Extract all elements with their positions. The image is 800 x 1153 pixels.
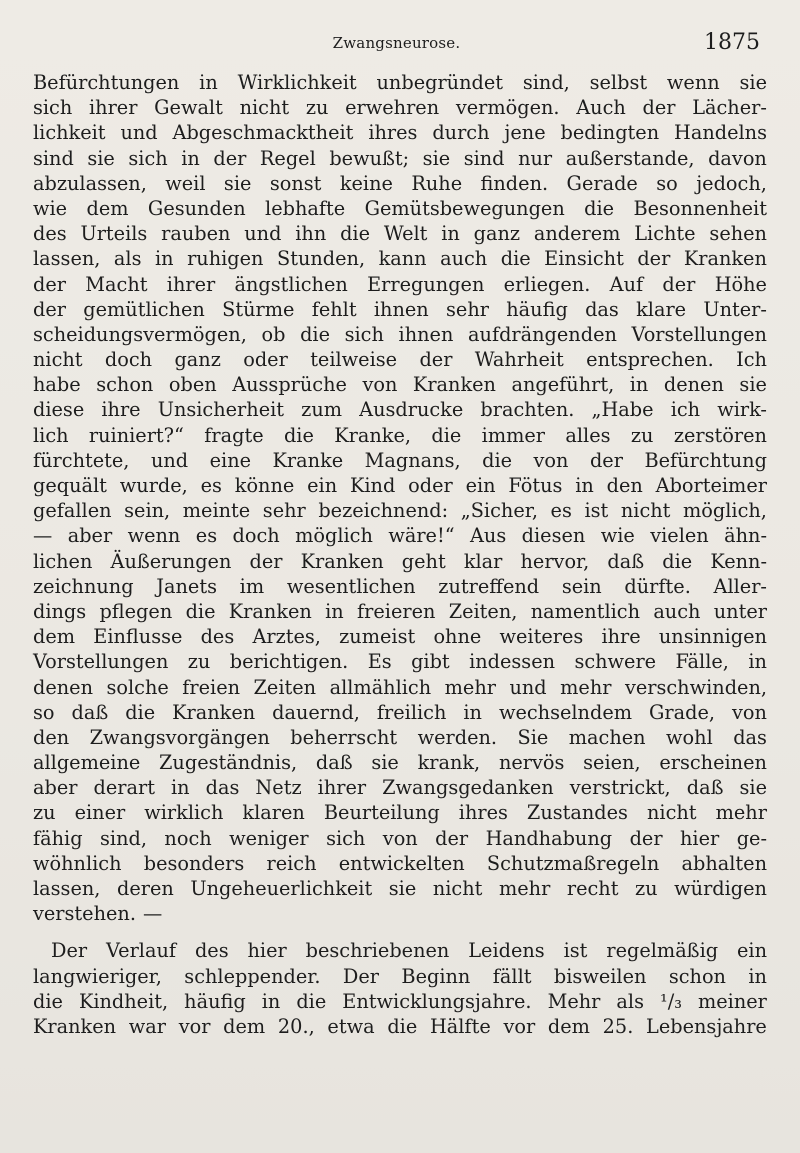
- text-line: lassen, deren Ungeheuerlichkeit sie nicht mehr recht zu würdigen: [33, 877, 767, 900]
- text-line: lichen Äußerungen der Kranken geht klar hervor, daß die Kenn-: [33, 549, 767, 573]
- text-line: Kranken war vor dem 20., etwa die Hälfte vor dem 25. Lebensjahre: [33, 1014, 767, 1038]
- body-text: [33, 70, 767, 1039]
- text-line: langwieriger, schleppender. Der Beginn fällt bisweilen schon in: [33, 964, 767, 988]
- text-line: der Macht ihrer ängstlichen Erregungen erliegen. Auf der Höhe: [33, 272, 767, 296]
- text-line: verstehen. —: [33, 902, 163, 926]
- text-line: zu einer wirklich klaren Beurteilung ihres Zustandes nicht mehr: [33, 801, 767, 825]
- text-line: dings pflegen die Kranken in freieren Zeiten, namentlich auch unter: [33, 599, 767, 623]
- text-line: Befürchtungen in Wirklichkeit unbegründet sind, selbst wenn sie: [33, 71, 767, 94]
- text-line: sind sie sich in der Regel bewußt; sie sind nur außerstande, davon: [33, 146, 767, 170]
- text-line: scheidungsvermögen, ob die sich ihnen aufdrängenden Vorstellungen: [33, 322, 767, 346]
- text-line: aber derart in das Netz ihrer Zwangsgedanken verstrickt, daß sie: [33, 776, 767, 800]
- text-line: die Kindheit, häufig in die Entwicklungsjahre. Mehr als ¹/₃ meiner: [33, 989, 767, 1013]
- text-line: zeichnung Janets im wesentlichen zutreffend sein dürfte. Aller-: [33, 574, 767, 598]
- running-header: [33, 28, 760, 62]
- text-line: diese ihre Unsicherheit zum Ausdrucke brachten. „Habe ich wirk-: [33, 398, 767, 422]
- text-line: lich ruiniert?“ fragte die Kranke, die immer alles zu zerstören: [33, 423, 767, 447]
- page-number: 1875: [704, 30, 760, 55]
- text-line: gefallen sein, meinte sehr bezeichnend: „Sicher, es ist nicht möglich,: [33, 499, 767, 523]
- running-title: Zwangsneurose.: [332, 34, 461, 52]
- text-line: lichkeit und Abgeschmacktheit ihres durch jene bedingten Handelns: [33, 121, 767, 145]
- text-line: des Urteils rauben und ihn die Welt in ganz anderem Lichte sehen: [33, 222, 767, 246]
- text-line: sich ihrer Gewalt nicht zu erwehren vermögen. Auch der Lächer-: [33, 96, 767, 120]
- paragraph: [33, 70, 767, 926]
- paragraph: [33, 938, 767, 1039]
- text-line: lassen, als in ruhigen Stunden, kann auch die Einsicht der Kranken: [33, 247, 767, 271]
- text-line: gequält wurde, es könne ein Kind oder ein Fötus in den Aborteimer: [33, 474, 767, 497]
- text-line: Vorstellungen zu berichtigen. Es gibt indessen schwere Fälle, in: [33, 650, 767, 674]
- text-line: denen solche freien Zeiten allmählich mehr und mehr verschwinden,: [33, 675, 767, 699]
- text-line: fürchtete, und eine Kranke Magnans, die von der Befürchtung: [33, 448, 767, 472]
- text-line: so daß die Kranken dauernd, freilich in wechselndem Grade, von: [33, 700, 767, 724]
- text-line: wöhnlich besonders reich entwickelten Schutzmaßregeln abhalten: [33, 851, 767, 875]
- text-line: dem Einflusse des Arztes, zumeist ohne weiteres ihre unsinnigen: [33, 625, 767, 649]
- text-line: der gemütlichen Stürme fehlt ihnen sehr häufig das klare Unter-: [33, 297, 767, 321]
- text-line: habe schon oben Aussprüche von Kranken angeführt, in denen sie: [33, 373, 767, 397]
- text-line: Der Verlauf des hier beschriebenen Leidens ist regelmäßig ein: [51, 939, 767, 963]
- text-line: — aber wenn es doch möglich wäre!“ Aus diesen wie vielen ähn-: [33, 524, 767, 548]
- text-line: abzulassen, weil sie sonst keine Ruhe finden. Gerade so jedoch,: [33, 171, 767, 195]
- text-line: nicht doch ganz oder teilweise der Wahrheit entsprechen. Ich: [33, 348, 767, 372]
- text-line: den Zwangsvorgängen beherrscht werden. Sie machen wohl das: [33, 725, 767, 749]
- text-line: wie dem Gesunden lebhafte Gemütsbewegungen die Besonnenheit: [33, 196, 767, 220]
- text-line: fähig sind, noch weniger sich von der Handhabung der hier ge-: [33, 826, 767, 850]
- text-line: allgemeine Zugeständnis, daß sie krank, nervös seien, erscheinen: [33, 751, 767, 775]
